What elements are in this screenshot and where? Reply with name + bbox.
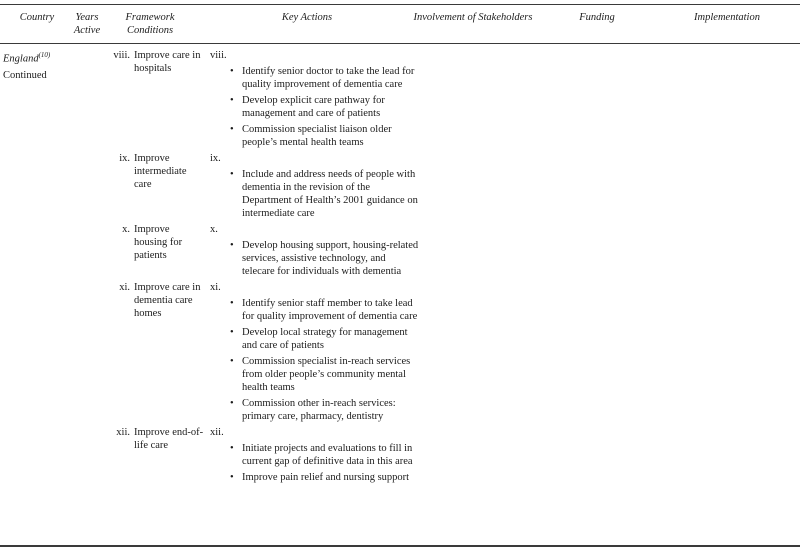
framework-condition-text: Improve end-of-life care — [134, 427, 204, 451]
key-action-text: Identify senior doctor to take the lead for quality improvement of dementia care — [242, 66, 415, 90]
column-header-key-actions: Key Actions — [281, 12, 333, 23]
framework-condition-numeral: xi. — [119, 282, 130, 293]
bullet-icon: • — [230, 240, 234, 251]
framework-condition-text: Improve intermediate care — [134, 153, 187, 190]
implementation-cell — [655, 49, 795, 539]
key-action-text: Develop local strategy for management and care of patients — [242, 327, 408, 351]
key-action-item — [230, 123, 426, 149]
framework-condition-numeral: x. — [122, 224, 130, 235]
key-action-item — [230, 442, 426, 468]
bullet-icon: • — [230, 169, 234, 180]
key-action-item — [230, 297, 426, 323]
framework-condition-cell — [104, 281, 204, 320]
bullet-icon: • — [230, 95, 234, 106]
key-action-text: Include and address needs of people with dementia in the revision of the Department of Health’s 2001 guidance on intermediate care — [242, 169, 418, 219]
framework-section — [104, 223, 426, 278]
key-action-text: Commission other in-reach services: primary care, pharmacy, dentistry — [242, 398, 396, 422]
framework-condition-text: Improve care in dementia care homes — [134, 282, 201, 319]
framework-section — [104, 281, 426, 423]
bullet-icon: • — [230, 327, 234, 338]
funding-cell — [540, 49, 650, 539]
framework-section — [104, 49, 426, 149]
bullet-icon: • — [230, 124, 234, 135]
key-action-item — [230, 239, 426, 278]
sections — [104, 49, 426, 487]
framework-condition-numeral: ix. — [119, 153, 130, 164]
bullet-icon: • — [230, 398, 234, 409]
key-action-text: Improve pain relief and nursing support — [242, 472, 410, 483]
bullet-icon: • — [230, 356, 234, 367]
table-header-row — [0, 4, 800, 44]
column-header-framework-conditions: Framework Conditions — [125, 12, 175, 36]
key-actions-cell — [204, 49, 426, 149]
country-cell — [3, 49, 98, 82]
key-actions-cell — [204, 281, 426, 423]
key-actions-numeral: xi. — [210, 282, 221, 293]
column-header-years-active: Years Active — [73, 12, 101, 36]
table-body — [0, 44, 800, 547]
key-actions-list — [210, 65, 426, 149]
key-action-item — [230, 94, 426, 120]
key-actions-numeral: ix. — [210, 153, 221, 164]
framework-condition-text: Improve housing for patients — [134, 224, 183, 261]
framework-condition-numeral: xii. — [116, 427, 130, 438]
key-actions-numeral: viii. — [210, 50, 227, 61]
column-header-country: Country — [19, 12, 55, 23]
framework-condition-text: Improve care in hospitals — [134, 50, 201, 74]
framework-condition-cell — [104, 152, 204, 191]
key-actions-cell — [204, 426, 426, 484]
framework-section — [104, 426, 426, 484]
key-actions-numeral: xii. — [210, 427, 224, 438]
bullet-icon: • — [230, 443, 234, 454]
key-action-item — [230, 355, 426, 394]
bullet-icon: • — [230, 472, 234, 483]
framework-condition-numeral: viii. — [113, 50, 130, 61]
key-actions-cell — [204, 152, 426, 220]
key-actions-list — [210, 442, 426, 484]
column-header-involvement-of-stakeholders: Involvement of Stakeholders — [413, 12, 533, 23]
framework-condition-cell — [104, 223, 204, 262]
continued-label: Continued — [3, 69, 47, 81]
key-action-item — [230, 471, 426, 484]
country-name — [3, 49, 98, 66]
key-action-text: Develop explicit care pathway for management and care of patients — [242, 95, 385, 119]
key-action-text: Commission specialist in-reach services from older people’s community mental health teams — [242, 356, 411, 393]
column-header-implementation: Implementation — [694, 12, 760, 23]
key-action-text: Identify senior staff member to take lead for quality improvement of dementia care — [242, 298, 418, 322]
framework-section — [104, 152, 426, 220]
framework-condition-cell — [104, 426, 204, 452]
key-action-item — [230, 168, 426, 220]
column-header-funding: Funding — [579, 12, 615, 23]
key-actions-numeral: x. — [210, 224, 218, 235]
key-actions-cell — [204, 223, 426, 278]
key-action-item — [230, 397, 426, 423]
key-actions-list — [210, 168, 426, 220]
framework-condition-cell — [104, 49, 204, 75]
stakeholders-cell — [415, 49, 540, 539]
country-reference-marker: (10) — [38, 51, 51, 59]
key-actions-list — [210, 239, 426, 278]
key-action-item — [230, 65, 426, 91]
key-action-text: Commission specialist liaison older people’s mental health teams — [242, 124, 392, 148]
key-action-text: Develop housing support, housing-related services, assistive technology, and telecare for individuals with dementia — [242, 240, 419, 277]
key-actions-list — [210, 297, 426, 423]
key-action-item — [230, 326, 426, 352]
bullet-icon: • — [230, 298, 234, 309]
key-action-text: Initiate projects and evaluations to fill in current gap of definitive data in this area — [242, 443, 413, 467]
country-name-text: England — [3, 53, 39, 65]
bullet-icon: • — [230, 66, 234, 77]
